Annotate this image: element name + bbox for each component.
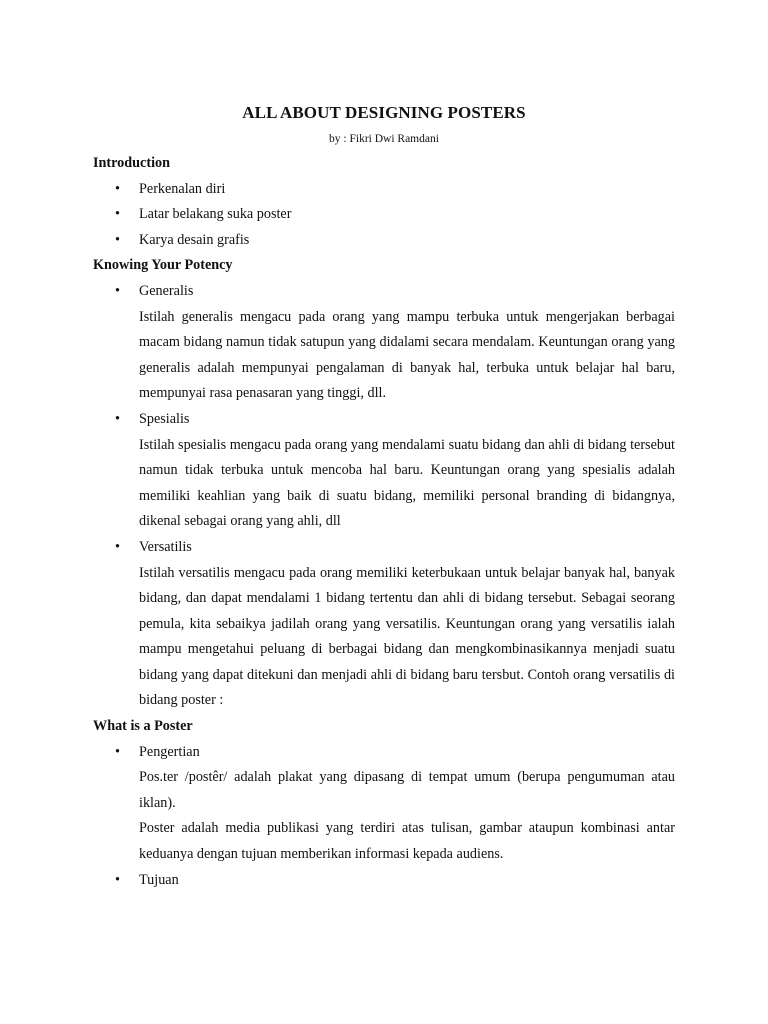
- bullet-icon: •: [115, 180, 120, 197]
- bullet-icon: •: [115, 231, 120, 248]
- pengertian-definition-2: Poster adalah media publikasi yang terdiri atas tulisan, gambar ataupun kombinasi antar keduanya dengan tujuan memberikan informasi kepada audiens.: [139, 820, 675, 863]
- pengertian-definition-1: Pos.ter /postêr/ adalah plakat yang dipasang di tempat umum (berupa pengumuman atau iklan).: [139, 769, 675, 811]
- bullet-icon: •: [115, 282, 120, 299]
- list-item-label: Generalis: [139, 282, 194, 299]
- versatilis-description: Istilah versatilis mengacu pada orang memiliki keterbukaan untuk belajar banyak hal, banyak bidang, dan dapat mendalami 1 bidang tertentu dan ahli di bidang tersebut. Sebagai seorang pemula, kita sebaikya jadilah orang yang versatilis. Keuntungan orang yang versatilis ialah mampu mengetahui peluang di berbagai bidang dan mengkombinasikannya menjadi suatu bidang yang dapat ditekuni dan menjadi ahli di bidang baru tersbut. Contoh orang versatilis di bidang poster :: [139, 564, 675, 709]
- list-item-label: Tujuan: [139, 871, 179, 888]
- list-item-label: Karya desain grafis: [139, 231, 250, 248]
- list-item-label: Pengertian: [139, 743, 200, 760]
- section-heading-potency: Knowing Your Potency: [93, 257, 233, 274]
- list-item-label: Spesialis: [139, 410, 190, 427]
- document-body: [93, 151, 675, 893]
- bullet-icon: •: [115, 743, 120, 760]
- bullet-icon: •: [115, 538, 120, 555]
- section-heading-introduction: Introduction: [93, 155, 170, 171]
- section-heading-poster: What is a Poster: [93, 718, 193, 735]
- document-author: by : Fikri Dwi Ramdani: [329, 133, 439, 145]
- bullet-icon: •: [115, 206, 120, 223]
- spesialis-description: Istilah spesialis mengacu pada orang yang mendalami suatu bidang dan ahli di bidang tersebut namun tidak terbuka untuk mencoba hal baru. Keuntungan orang yang spesialis adalah memiliki keahlian yang baik di suatu bidang, memiliki personal branding di bidangnya, dikenal sebagai orang yang ahli, dll: [139, 436, 675, 530]
- list-item-label: Perkenalan diri: [139, 180, 226, 197]
- bullet-icon: •: [115, 410, 120, 427]
- bullet-icon: •: [115, 871, 120, 888]
- list-item-label: Versatilis: [139, 538, 192, 555]
- document-title: ALL ABOUT DESIGNING POSTERS: [242, 103, 526, 122]
- list-item: [93, 202, 675, 228]
- list-item: [93, 228, 675, 254]
- list-item: [93, 177, 675, 203]
- list-item-generalis: [93, 279, 675, 407]
- list-item-label: Latar belakang suka poster: [139, 206, 292, 223]
- list-item-pengertian: [93, 740, 675, 868]
- list-item-tujuan: [93, 868, 675, 894]
- list-item-versatilis: [93, 535, 675, 714]
- list-item-spesialis: [93, 407, 675, 535]
- generalis-description: Istilah generalis mengacu pada orang yang mampu terbuka untuk mengerjakan berbagai macam bidang namun tidak satupun yang didalami secara mendalam. Keuntungan orang yang generalis adalah mempunyai pengalaman di banyak hal, terbuka untuk belajar hal baru, mempunyai rasa penasaran yang tinggi, dll.: [139, 308, 675, 402]
